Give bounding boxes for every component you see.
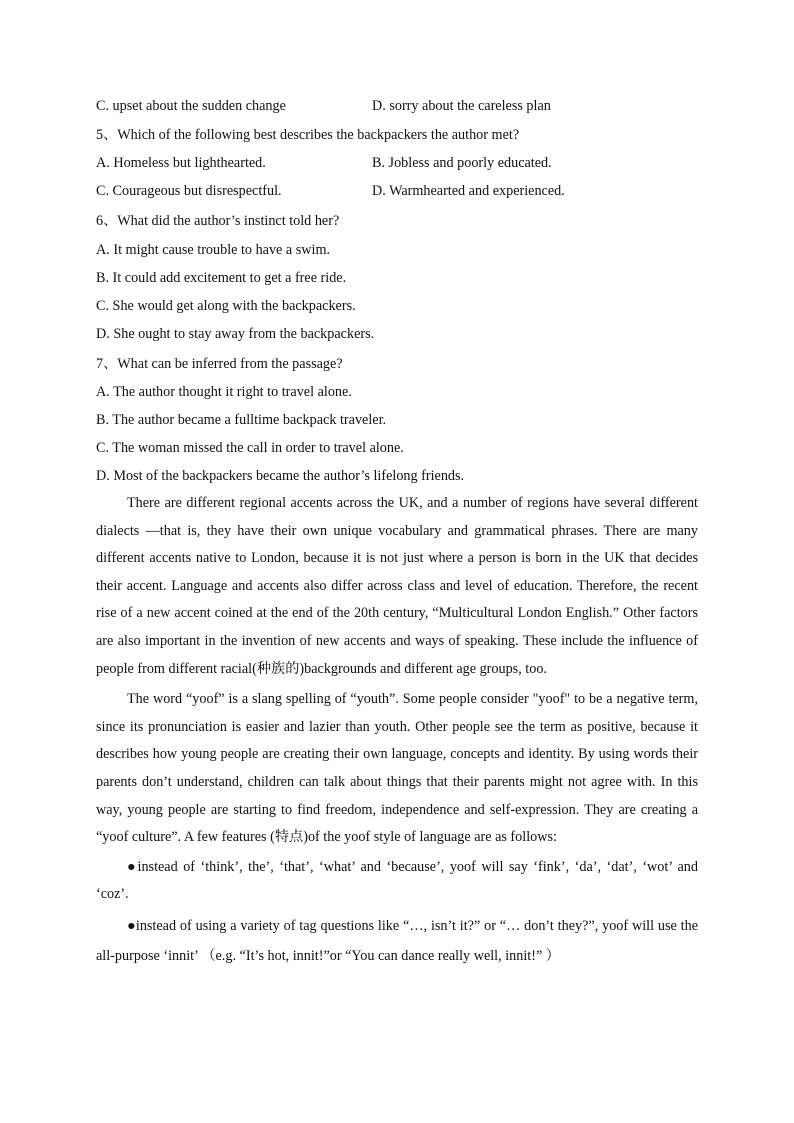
feature-bullet-2: ●instead of using a variety of tag questions like “…, isn’t it?” or “… don’t they?”, yoof will use the all-purpose ‘innit’ （e.g. “It’s hot, innit!”or “You can dance really well, innit!” ）: [96, 917, 698, 964]
q5-option-c: C. Courageous but disrespectful.: [96, 182, 282, 199]
q7-question: 7、What can be inferred from the passage?: [96, 356, 343, 372]
q6-option-a: A. It might cause trouble to have a swim.: [96, 241, 331, 258]
q5-question: 5、Which of the following best describes the backpackers the author met?: [96, 127, 520, 143]
q5-options-row-cd: [96, 178, 698, 204]
q6-question: 6、What did the author’s instinct told her?: [96, 213, 340, 229]
q7-option-a: A. The author thought it right to travel alone.: [96, 383, 352, 400]
document-page: [96, 92, 698, 971]
q5-options-row-ab: [96, 148, 698, 178]
q7-option-d: D. Most of the backpackers became the author’s lifelong friends.: [96, 467, 465, 484]
q4-options-row-cd: [96, 92, 698, 120]
q5-option-a: A. Homeless but lighthearted.: [96, 154, 266, 171]
q7-option-c: C. The woman missed the call in order to travel alone.: [96, 439, 404, 456]
q6-option-d: D. She ought to stay away from the backpackers.: [96, 325, 375, 342]
q6-option-b: B. It could add excitement to get a free ride.: [96, 269, 347, 286]
q5-option-b: B. Jobless and poorly educated.: [372, 154, 552, 171]
q5-option-d: D. Warmhearted and experienced.: [372, 182, 565, 199]
passage-paragraph-1: There are different regional accents across the UK, and a number of regions have several different dialects —that is, they have their own unique vocabulary and grammatical phrases. There are many different accents native to London, because it is not just where a person is born in the UK that decides their accent. Language and accents also differ across class and level of education. Therefore, the recent rise of a new accent coined at the end of the 20th century, “Multicultural London English.” Other factors are also important in the invention of new accents and ways of speaking. These include the influence of people from different racial(种族的)backgrounds and different age groups, too.: [96, 495, 698, 677]
q7-option-b: B. The author became a fulltime backpack traveler.: [96, 411, 387, 428]
q4-option-d: D. sorry about the careless plan: [372, 97, 551, 114]
q6-option-c: C. She would get along with the backpackers.: [96, 297, 356, 314]
feature-bullet-1: ●instead of ‘think’, the’, ‘that’, ‘what’ and ‘because’, yoof will say ‘fink’, ‘da’, ‘dat’, ‘wot’ and ‘coz’.: [96, 858, 698, 903]
q4-option-c: C. upset about the sudden change: [96, 97, 286, 114]
passage-paragraph-2: The word “yoof” is a slang spelling of “youth”. Some people consider "yoof" to be a negative term, since its pronunciation is easier and lazier than youth. Other people see the term as positive, because it describes how young people are creating their own language, concepts and identity. By using words their parents don’t understand, children can talk about things that their parents might not agree with. In this way, young people are starting to find freedom, independence and self-expression. They are creating a “yoof culture”. A few features (特点)of the yoof style of language are as follows:: [96, 691, 698, 846]
